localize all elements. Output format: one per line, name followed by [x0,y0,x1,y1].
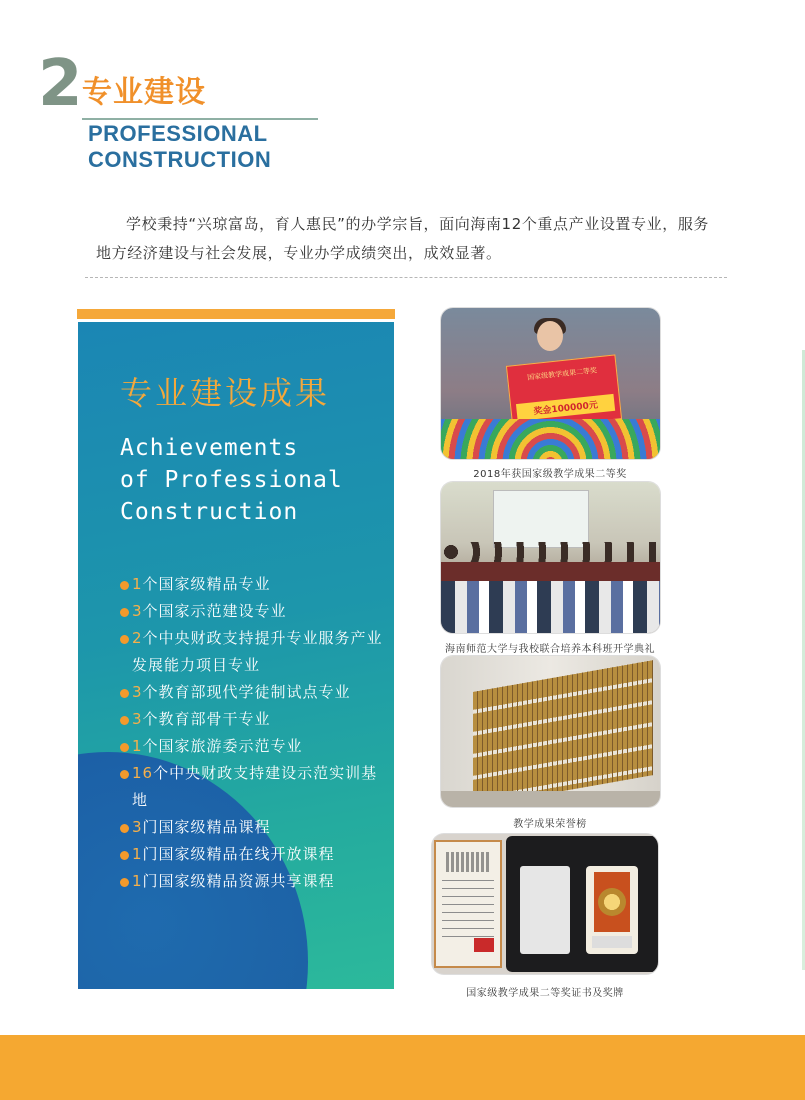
prize-board-title: 国家级教学成果二等奖 [526,366,598,382]
photo-caption: 海南师范大学与我校联合培养本科班开学典礼 [445,644,655,655]
panel-title-en-line2: of Professional [120,467,343,493]
opening-ceremony-photo [441,482,660,633]
plaque-wall [473,660,653,807]
case-inner-panel [520,866,570,954]
achievement-text: 个国家旅游委示范专业 [142,737,303,755]
achievement-count: 3 [132,710,143,728]
bullet-icon [120,689,129,698]
achievement-text: 门国家级精品资源共享课程 [142,872,335,890]
achievement-text: 个教育部骨干专业 [142,710,271,728]
medal-icon [598,888,626,916]
bullet-icon [120,770,129,779]
achievement-count: 3 [132,683,143,701]
stage-decoration [441,419,660,459]
achievements-list [120,571,385,895]
certificate-medal-photo [432,834,658,974]
achievement-item [120,706,385,733]
award-ceremony-photo [441,308,660,459]
footer-band [0,1035,805,1100]
floor [441,791,660,807]
head-table [441,562,660,582]
achievement-text: 门国家级精品在线开放课程 [142,845,335,863]
bullet-icon [120,878,129,887]
achievement-item [120,679,385,706]
achievement-count: 3 [132,602,143,620]
achievement-text: 个教育部现代学徒制试点专业 [142,683,351,701]
bullet-icon [120,716,129,725]
panel-title-en [120,432,390,528]
bullet-icon [120,824,129,833]
section-title-cn: 专业建设 [82,75,206,110]
certificate-heading [446,852,490,872]
medal-plate [592,936,632,948]
panel-title-en-line3: Construction [120,499,299,525]
panel-top-bar [77,309,395,319]
achievement-item [120,571,385,598]
achievement-item [120,814,385,841]
prize-board-amount: 奖金100000元 [516,394,615,421]
achievement-count: 1 [132,737,143,755]
achievement-item [120,868,385,895]
achievement-text: 个国家示范建设专业 [142,602,287,620]
achievements-panel [78,322,394,989]
bullet-icon [120,851,129,860]
achievement-count: 2 [132,629,143,647]
certificate [434,840,502,968]
achievement-item [120,841,385,868]
achievement-count: 3 [132,818,143,836]
honor-wall-photo [441,656,660,807]
bullet-icon [120,635,129,644]
achievement-count: 1 [132,845,143,863]
achievement-item [120,760,385,814]
achievement-text: 个中央财政支持提升专业服务产业发展能力项目专业 [132,629,383,674]
dashed-divider [85,277,727,278]
section-title-en-line1: PROFESSIONAL [88,121,268,146]
photo-caption: 国家级教学成果二等奖证书及奖牌 [466,988,624,999]
achievement-text: 个国家级精品专业 [142,575,271,593]
certificate-seal [474,938,494,952]
audience-heads [441,542,660,562]
photo-caption: 教学成果荣誉榜 [513,819,587,830]
person-head [537,321,563,351]
achievement-count: 1 [132,575,143,593]
bullet-icon [120,743,129,752]
bullet-icon [120,608,129,617]
medal-holder [586,866,638,954]
section-title-en [88,121,271,173]
certificate-text-lines [442,880,494,940]
achievement-item [120,733,385,760]
medal-case [506,836,658,972]
achievement-item [120,625,385,679]
section-number: 2 [38,47,81,121]
achievement-text: 个中央财政支持建设示范实训基地 [132,764,378,809]
section-title-en-line2: CONSTRUCTION [88,147,272,172]
projection-screen [493,490,589,548]
audience [441,581,660,633]
bullet-icon [120,581,129,590]
panel-title-en-line1: Achievements [120,435,299,461]
achievement-item [120,598,385,625]
title-rule [82,118,318,120]
achievement-text: 门国家级精品课程 [142,818,271,836]
panel-title-cn: 专业建设成果 [120,374,331,412]
achievement-count: 1 [132,872,143,890]
achievement-count: 16 [132,764,154,782]
photo-caption: 2018年获国家级教学成果二等奖 [473,469,627,480]
intro-paragraph: 学校秉持“兴琼富岛，育人惠民”的办学宗旨，面向海南12个重点产业设置专业，服务地方经济建设与社会发展，专业办学成绩突出，成效显著。 [96,215,710,262]
